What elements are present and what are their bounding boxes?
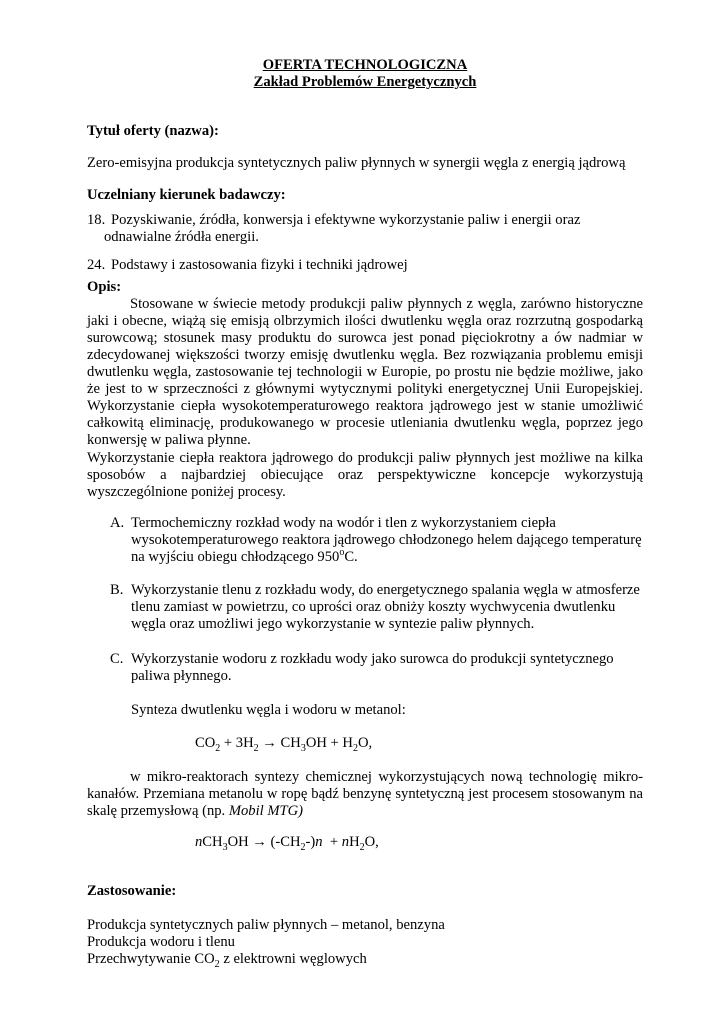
research-direction-label: Uczelniany kierunek badawczy: xyxy=(87,187,286,203)
process-item-b xyxy=(87,582,643,634)
synthesis-intro: Synteza dwutlenku węgla i wodoru w metanol: xyxy=(131,702,406,718)
research-item-18 xyxy=(87,212,643,246)
document-subtitle: Zakład Problemów Energetycznych xyxy=(253,74,477,90)
application-line: Przechwytywanie $CO_2$ z elektrowni węglowych xyxy=(87,951,367,970)
process-text: Wykorzystanie wodoru z rozkładu wody jako surowca do produkcji syntetycznego paliwa płynnego. xyxy=(131,651,614,684)
description-paragraph-1: Stosowane w świecie metody produkcji paliw płynnych z węgla, zarówno historyczne jaki i obecne, wiążą się emisją olbrzymich ilości dwutlenku węgla oraz rozrzutną gospodarką surowcową; stosunek masy produktu do surowca jest ponad pięciokrotny a ów nadmiar w zdecydowanej większości tworzy emisję dwutlenku węgla. Bez rozwiązania problemu emisji dwutlenku węgla, zastosowanie tej technologii w Europie, po prostu nie będzie możliwe, jako że jest to w sprzeczności z głównymi wytycznymi polityki energetycznej Unii Europejskiej. Wykorzystanie ciepła wysokotemperaturowego reaktora jądrowego jest w stanie umożliwić całkowitą eliminację, produkowanego w procesie utleniania dwutlenku węgla, poprzez jego konwersję w paliwa płynne. xyxy=(87,296,643,448)
research-item-text: Pozyskiwanie, źródła, konwersja i efektywne wykorzystanie paliw i energii oraz odnawialne źródła energii. xyxy=(104,212,581,245)
methanol-equation: $CO_2 + 3H_2 \to CH_3OH + H_2O$, xyxy=(195,735,373,754)
research-item-number: 18. xyxy=(87,212,106,228)
description-paragraph-3: w mikro-reaktorach syntezy chemicznej wykorzystujących nową technologię mikro-kanałów. Przemiana metanolu w ropę bądź benzynę syntetyczną jest procesem stosowanym na skalę przemysłową (np. Mobil MTG) xyxy=(87,769,643,819)
offer-title-label: Tytuł oferty (nazwa): xyxy=(87,123,219,139)
application-label: Zastosowanie: xyxy=(87,883,177,899)
process-text: Termochemiczny rozkład wody na wodór i tlen z wykorzystaniem ciepła wysokotemperaturowego reaktora jądrowego chłodzonego helem dającego temperaturę na wyjściu obiegu chłodzącego 950$^o$C. xyxy=(131,515,642,565)
process-letter: C. xyxy=(110,651,124,667)
process-letter: A. xyxy=(110,515,125,531)
process-letter: B. xyxy=(110,582,124,598)
process-item-c xyxy=(87,651,643,685)
research-item-text: Podstawy i zastosowania fizyki i techniki jądrowej xyxy=(111,257,408,273)
application-line: Produkcja syntetycznych paliw płynnych – metanol, benzyna xyxy=(87,917,445,933)
description-label: Opis: xyxy=(87,279,122,295)
offer-title-value: Zero-emisyjna produkcja syntetycznych paliw płynnych w synergii węgla z energią jądrową xyxy=(87,155,626,171)
research-item-number: 24. xyxy=(87,257,106,273)
application-line: Produkcja wodoru i tlenu xyxy=(87,934,235,950)
description-paragraph-2: Wykorzystanie ciepła reaktora jądrowego do produkcji paliw płynnych jest możliwe na kilka sposobów a najbardziej obiecujące oraz perspektywiczne koncepcje wykorzystują wyszczególnione poniżej procesy. xyxy=(87,450,643,500)
process-item-a xyxy=(87,515,643,567)
mtg-equation: $nCH_3OH \to (-CH_2-)n + nH_2O$, xyxy=(195,834,379,853)
document-title: OFERTA TECHNOLOGICZNA xyxy=(262,57,468,73)
process-text: Wykorzystanie tlenu z rozkładu wody, do energetycznego spalania węgla w atmosferze tlenu zamiast w powietrzu, co uprości oraz obniży koszty wychwycenia dwutlenku węgla oraz umożliwi jego wykorzystanie w syntezie paliw płynnych. xyxy=(131,582,640,632)
